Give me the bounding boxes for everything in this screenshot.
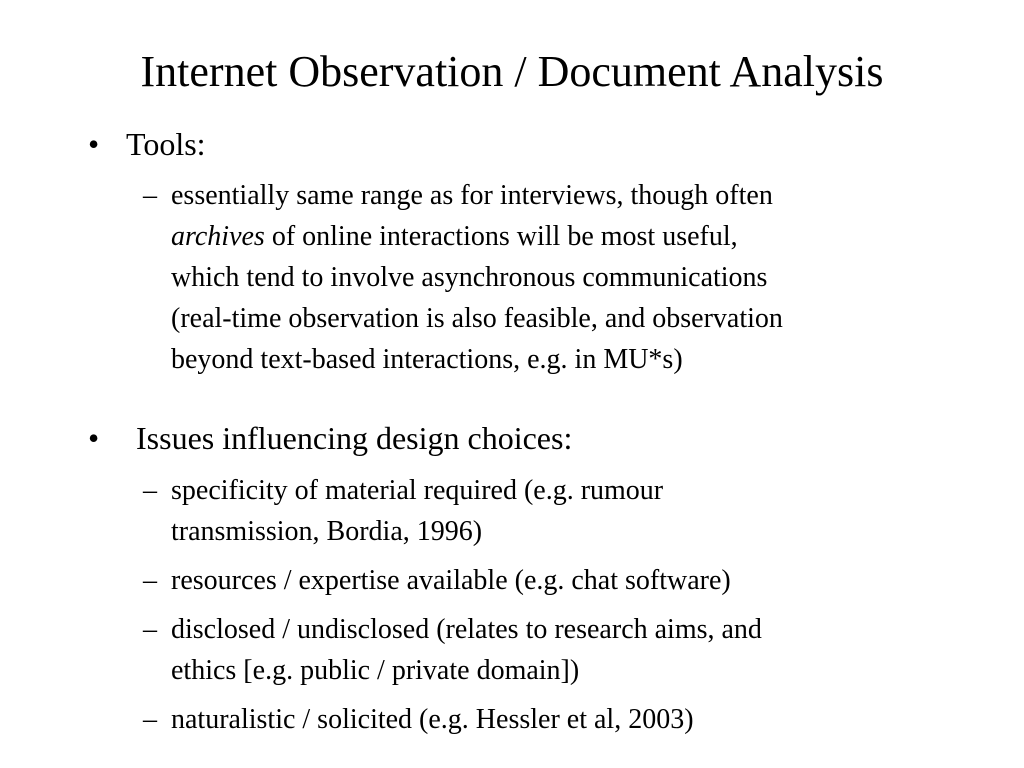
subbullet-text bbox=[171, 699, 941, 740]
subbullet-text bbox=[171, 470, 941, 552]
bullet-marker: • bbox=[88, 126, 100, 162]
text-segment: of online interactions will be most useful, bbox=[264, 221, 738, 252]
text-line: essentially same range as for interviews, though often bbox=[171, 180, 773, 211]
text-line: which tend to involve asynchronous communications bbox=[171, 262, 768, 293]
dash-marker: – bbox=[143, 475, 157, 506]
text-line: naturalistic / solicited (e.g. Hessler et al, 2003) bbox=[171, 704, 694, 735]
text-line: ethics [e.g. public / private domain]) bbox=[171, 655, 580, 686]
dash-marker: – bbox=[143, 614, 157, 645]
text-line: disclosed / undisclosed (relates to research aims, and bbox=[171, 614, 762, 645]
bullet-tools-heading: Tools: bbox=[126, 126, 206, 162]
text-line bbox=[171, 216, 941, 257]
text-line: resources / expertise available (e.g. chat software) bbox=[171, 565, 731, 596]
text-line: transmission, Bordia, 1996) bbox=[171, 516, 483, 547]
subbullet-text bbox=[171, 609, 941, 691]
text-line: specificity of material required (e.g. rumour bbox=[171, 475, 664, 506]
dash-marker: – bbox=[143, 565, 157, 596]
bullet-marker: • bbox=[88, 420, 100, 456]
dash-marker: – bbox=[143, 180, 157, 211]
subbullet-text bbox=[171, 175, 941, 380]
subbullet-text bbox=[171, 560, 941, 601]
text-line: (real-time observation is also feasible, and observation bbox=[171, 303, 783, 334]
bullet-issues-heading: Issues influencing design choices: bbox=[136, 420, 573, 456]
dash-marker: – bbox=[143, 704, 157, 735]
slide-title: Internet Observation / Document Analysis bbox=[140, 47, 884, 96]
text-line: beyond text-based interactions, e.g. in MU*s) bbox=[171, 344, 683, 375]
emphasis-archives: archives bbox=[171, 221, 265, 252]
